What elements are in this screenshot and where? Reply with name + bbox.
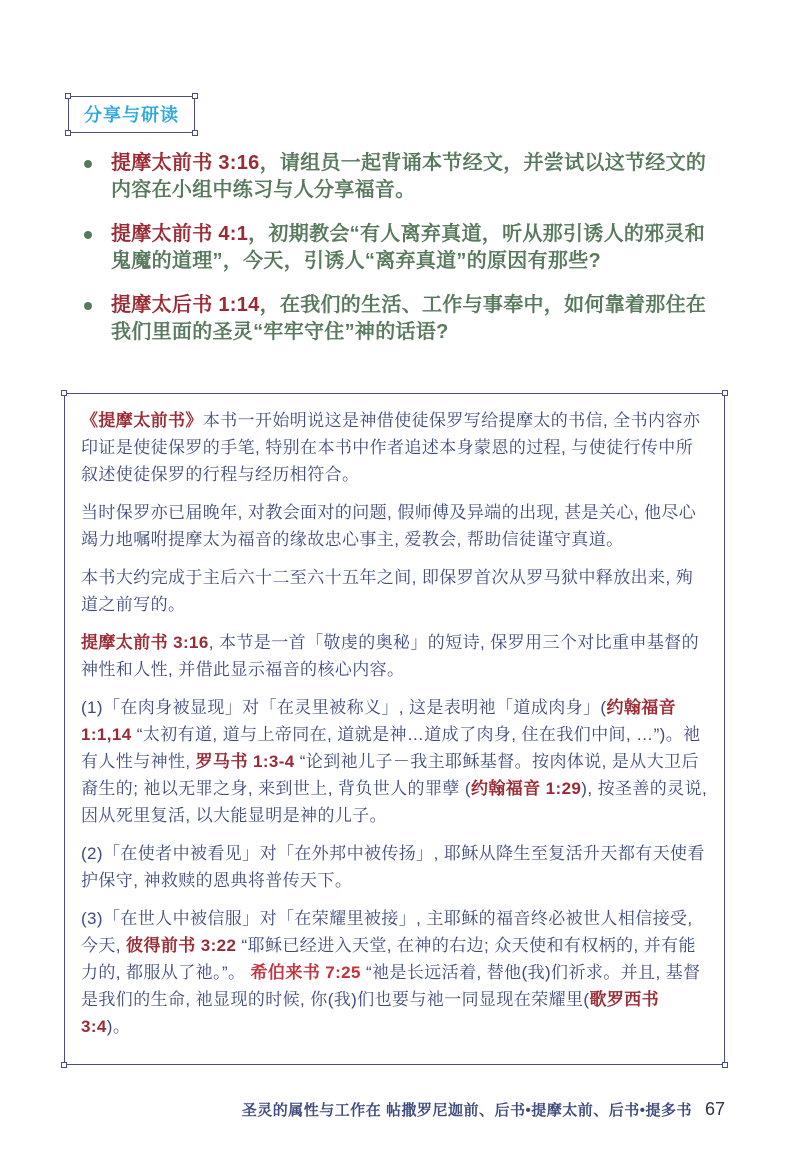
paragraph-text: (2)「在使者中被看见」对「在外邦中被传扬」, 耶稣从降生至复活升天都有天使看护保守, 神救赎的恩典将普传天下。 — [81, 844, 705, 890]
box-paragraph — [81, 564, 708, 618]
paragraph-text: 当时保罗亦已届晚年, 对教会面对的问题, 假师傅及异端的出现, 甚是关心, 他尽心竭力地嘱咐提摩太为福音的缘故忠心事主, 爱教会, 帮助信徒谨守真道。 — [81, 503, 697, 549]
box-paragraph — [81, 407, 708, 488]
running-title: 圣灵的属性与工作在 帖撒罗尼迦前、后书•提摩太前、后书•提多书 — [241, 1102, 692, 1119]
list-item — [84, 292, 720, 346]
box-corner-ornament — [722, 1062, 728, 1068]
page-footer — [242, 1099, 725, 1120]
section-title: 分享与研读 — [84, 105, 179, 125]
paragraph-text: (1)「在肉身被显现」对「在灵里被称义」, 这是表明祂「道成肉身」( — [81, 698, 607, 717]
book-title: 《提摩太前书》 — [81, 411, 203, 430]
list-item — [84, 221, 720, 275]
badge-corner-ornament — [65, 93, 71, 99]
bullet-icon — [84, 231, 92, 239]
badge-corner-ornament — [192, 93, 198, 99]
paragraph-text: , 本节是一首「敬虔的奥秘」的短诗, 保罗用三个对比重申基督的神性和人性, 并借此显示福音的核心内容。 — [81, 633, 700, 679]
paragraph-text: 本书一开始明说这是神借使徒保罗写给提摩太的书信, 全书内容亦印证是使徒保罗的手笔, 特别在本书中作者追述本身蒙恩的过程, 与使徒行传中所叙述使徒保罗的行程与经历相符合。 — [81, 411, 701, 484]
box-corner-ornament — [61, 390, 67, 396]
paragraph-text: “祂是长远活着, 替他(我)们祈求。并且, 基督是我们的生命, 祂显现的时候, 你(我)们也要与祂一同显现在荣耀里( — [81, 963, 701, 1009]
discussion-question-list — [84, 150, 720, 363]
scripture-reference: 彼得前书 3:22 — [126, 936, 237, 955]
question-text — [111, 292, 720, 346]
box-corner-ornament — [722, 390, 728, 396]
bullet-icon — [84, 302, 92, 310]
commentary-box — [64, 393, 725, 1065]
box-paragraph — [81, 694, 708, 829]
box-paragraph — [81, 499, 708, 553]
section-header-badge — [68, 96, 195, 133]
paragraph-text: ), 按圣善的灵说, 因从死里复活, 以大能显明是神的儿子。 — [81, 779, 708, 825]
scripture-reference: 约翰福音 1:1,14 — [81, 698, 677, 744]
paragraph-text: “耶稣已经进入天堂, 在神的右边; 众天使和有权柄的, 并有能力的, 都服从了祂。”。 — [81, 936, 696, 982]
badge-corner-ornament — [65, 130, 71, 136]
question-body: ，请组员一起背诵本节经文，并尝试以这节经文的内容在小组中练习与人分享福音。 — [111, 152, 707, 201]
box-paragraph — [81, 840, 708, 894]
scripture-reference: 歌罗西书 3:4 — [81, 990, 660, 1036]
scripture-reference: 罗马书 1:3-4 — [195, 752, 295, 771]
scripture-reference: 提摩太前书 3:16 — [81, 633, 209, 652]
question-body: ，初期教会“有人离弃真道，听从那引诱人的邪灵和鬼魔的道理”，今天，引诱人“离弃真道”的原因有那些? — [111, 223, 706, 272]
scripture-reference: 提摩太前书 3:16 — [111, 152, 260, 174]
paragraph-text: “太初有道, 道与上帝同在, 道就是神…道成了肉身, 住在我们中间, …”)。祂有人性与神性, — [81, 725, 701, 771]
paragraph-text: (3)「在世人中被信服」对「在荣耀里被接」, 主耶稣的福音终必被世人相信接受, 今天, — [81, 909, 693, 955]
paragraph-text: 本书大约完成于主后六十二至六十五年之间, 即保罗首次从罗马狱中释放出来, 殉道之前写的。 — [81, 568, 694, 614]
paragraph-text: )。 — [106, 1017, 131, 1036]
list-item — [84, 150, 720, 204]
question-text — [111, 221, 720, 275]
box-corner-ornament — [61, 1062, 67, 1068]
scripture-reference: 希伯来书 7:25 — [250, 963, 361, 982]
page-number: 67 — [704, 1099, 725, 1119]
bullet-icon — [84, 160, 92, 168]
paragraph-text: “论到祂儿子－我主耶稣基督。按肉体说, 是从大卫后裔生的; 祂以无罪之身, 来到世上, 背负世人的罪孽 ( — [81, 752, 699, 798]
scripture-reference: 提摩太前书 4:1 — [111, 223, 249, 245]
scripture-reference: 提摩太后书 1:14 — [111, 294, 260, 316]
question-text — [111, 150, 720, 204]
scripture-reference: 约翰福音 1:29 — [470, 779, 582, 798]
question-body: ，在我们的生活、工作与事奉中，如何靠着那住在我们里面的圣灵“牢牢守住”神的话语? — [111, 294, 707, 343]
box-paragraph — [81, 629, 708, 683]
badge-corner-ornament — [192, 130, 198, 136]
box-paragraph — [81, 905, 708, 1040]
